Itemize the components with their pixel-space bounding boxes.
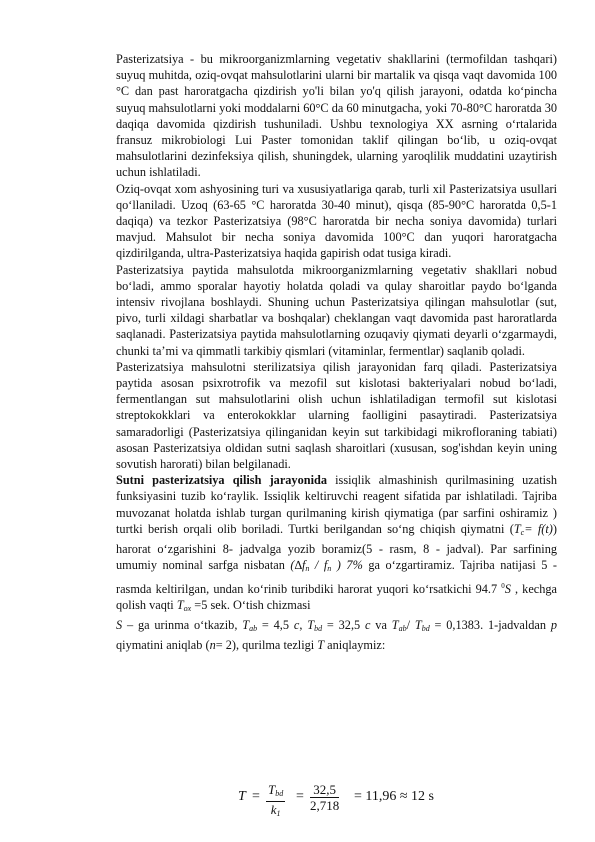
formula-equals-1: = bbox=[252, 789, 260, 804]
paragraph-sterilization-difference: Pasterizatsiya mahsulotni sterilizatsiya qilish jarayonidan farq qiladi. Pasterizatsiya paytida asosan psixrotrofik va mezofil sut kislotasi bakteriyalari nobud bo‘ladi, fermentlangan sut mahsulotlarini olish uchun ishlatiladigan termofil sut kislotasi streptokokklari va enterokokklar ularning faolligini pasaytiradi. Pasterizatsiya samaradorligi (Pasterizatsiya qilinganidan keyin sut tarkibidagi mikrofloraning tabiati) asosan Pasterizatsiya oldidan sutni saqlash sharoitlari (xususan, sog'ishdan keyin uning sovutish harorati) bilan belgilanadi. bbox=[116, 359, 557, 472]
paragraph-transfer-function: Sutni pasterizatsiya qilish jarayonida issiqlik almashinish qurilmasining uzatish funksiyasini tuzib ko‘raylik. Issiqlik keltiruvchi reagent sifatida par ishlatiladi. Tajriba muvozanat holatda ishlab turgan qurilmaning kirish qiymatiga (par sarfini oshiramiz ) turtki berish orqali olib boriladi. Turtki berilgandan so‘ng chiqish qiymatni $(T_c= f(t))$ harorat o‘zgarishini 8- jadvalga yozib boramiz(5 - rasm, 8 - jadval). Par sarfining umumiy nominal sarfga nisbatan ($\Delta f_n / f_n$ ) 7% ga o‘zgartiramiz. Tajriba natijasi 5 - rasmda keltirilgan, undan ko‘rinib turibdiki harorat yuqori ko‘rsatkichi 94.7 $^0$S , kechga qolish vaqti $T_{ox} =5$ sek. O‘tish chizmasi bbox=[116, 473, 558, 613]
formula-fraction-symbolic: $T_{bd}$ $k_1$ bbox=[268, 782, 284, 818]
formula-lhs: T bbox=[238, 789, 246, 804]
formula-equals-2: = bbox=[296, 789, 304, 804]
paragraph-pasteurization-types: Oziq-ovqat xom ashyosining turi va xususiyatlariga qarab, turli xil Pasterizatsiya usullari qo‘llaniladi. Uzoq (63-65 °C haroratda 30-40 minut), qisqa (85-90°C haroratda 0,5-1 daqiqa) va tezkor Pasterizatsiya (98°C haroratda bir necha soniya davomida) turlari mavjud. Mahsulot bir necha soniya davomida 100°C dan yuqori haroratgacha qizdirilganda, ultra-Pasterizatsiya haqida gapirish odat tusiga kiradi. bbox=[116, 181, 557, 261]
formula-result: = 11,96 ≈ 12 s bbox=[354, 789, 435, 804]
formula-fraction-numeric: $\frac{32,5}{2,718}$ bbox=[310, 782, 340, 813]
time-constant-formula bbox=[238, 782, 438, 820]
document-body bbox=[116, 51, 557, 653]
paragraph-tangent-values: S – ga urinma o‘tkazib, $T_{ab} = 4,5$ c, $T_{bd} = 32,5$ c va $T_{ab}/$ $T_{bd} = 0,1383$. 1-jadvaldan p qiymatini aniqlab (n= 2), qurilma tezligi T aniqlaymiz: bbox=[116, 618, 558, 653]
paragraph-pasteurization-definition: Pasterizatsiya - bu mikroorganizmlarning vegetativ shakllarini (termofildan tashqari) suyuq muhitda, oziq-ovqat mahsulotlarini ularni bir martalik va qisqa vaqt davomida 100 °C dan past haroratgacha qizdirish yo'li bilan yo'q qilish jarayoni, odatda ko‘pincha suyuq mahsulotlarni yoki moddalarni 60°C da 60 minutgacha, yoki 70-80°C haroratda 30 daqiqa davomida qizdirish tushuniladi. Ushbu texnologiya XX asrning o‘rtalarida fransuz mikrobiologi Lui Paster tomonidan taklif qilingan bo‘lib, u oziq-ovqat mahsulotlarini dezinfeksiya qilish, shuningdek, ularning yaroqlilik muddatini uzaytirish uchun ishlatiladi. bbox=[116, 52, 557, 180]
paragraph-vegetative-forms: Pasterizatsiya paytida mahsulotda mikroorganizmlarning vegetativ shakllari nobud bo‘ladi, ammo sporalar hayotiy holatda qoladi va qulay sharoitlar paydo bo‘lganda intensiv rivojlana boshlaydi. Shuning uchun Pasterizatsiya qilingan mahsulotlar (sut, pivo, turli xildagi sharbatlar va boshqalar) cheklangan vaqt davomida past haroratlarda saqlanadi. Pasterizatsiya paytida mahsulotlarning ozuqaviy qiymati deyarli o‘zgarmaydi, chunki ta’mi va qimmatli tarkibiy qismlari (vitaminlar, fermentlar) saqlanib qoladi. bbox=[116, 262, 557, 358]
